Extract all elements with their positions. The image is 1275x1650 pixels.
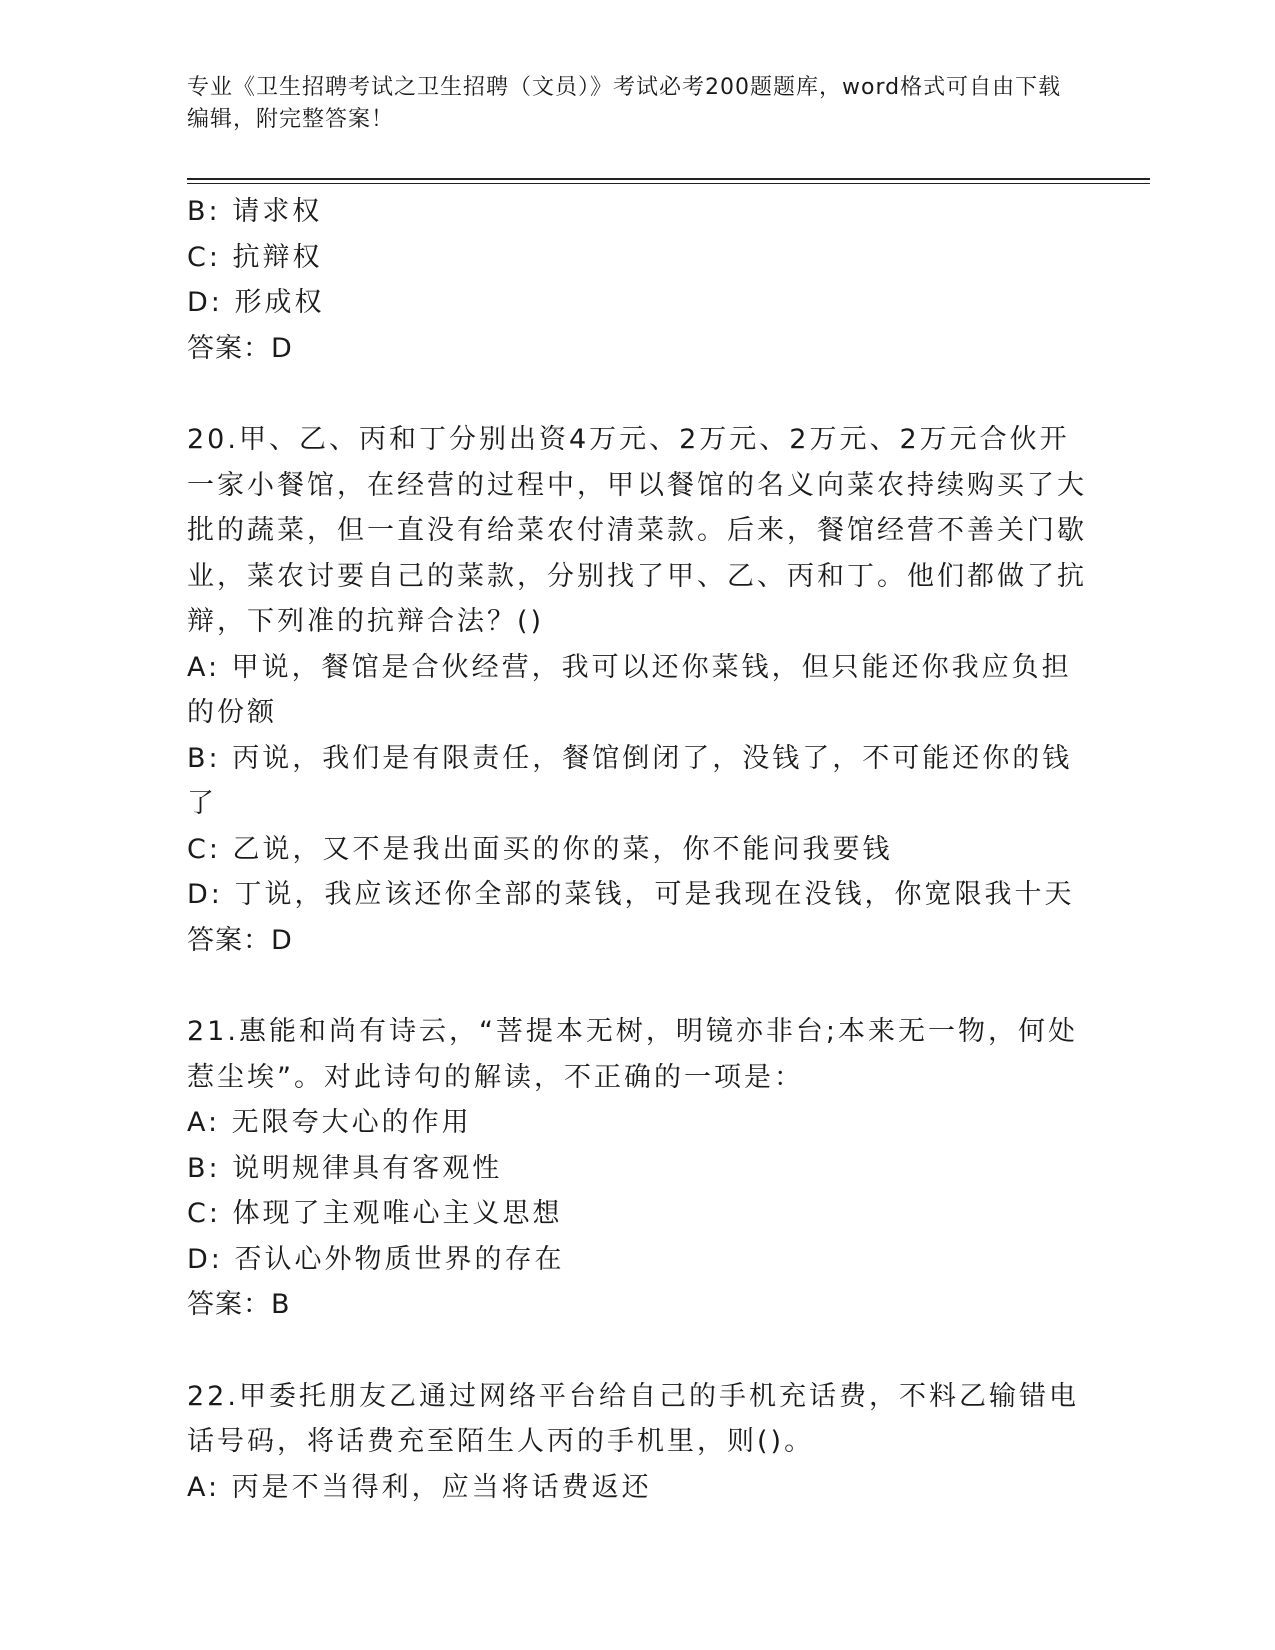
- q20-option-c: C: 乙说，又不是我出面买的你的菜，你不能问我要钱: [187, 833, 893, 865]
- q19-option-c: C: 抗辩权: [187, 241, 323, 273]
- q20-option-a: A: 甲说，餐馆是合伙经营，我可以还你菜钱，但只能还你我应负担的份额: [187, 651, 1072, 728]
- header-divider-thin: [187, 183, 1150, 184]
- q21-option-d: D: 否认心外物质世界的存在: [187, 1243, 565, 1275]
- q20-option-d: D: 丁说，我应该还你全部的菜钱，可是我现在没钱，你宽限我十天: [187, 879, 1075, 910]
- document-header: 专业《卫生招聘考试之卫生招聘（文员）》考试必考200题题库，word格式可自由下载编辑，附完整答案！: [187, 75, 1062, 132]
- q21-option-c: C: 体现了主观唯心主义思想: [187, 1198, 563, 1229]
- q22-option-a: A: 丙是不当得利，应当将话费返还: [187, 1471, 652, 1503]
- spacer: [187, 371, 1087, 417]
- q21-option-b: B: 说明规律具有客观性: [187, 1152, 503, 1184]
- spacer: [187, 963, 1087, 1009]
- q20-stem: 20.甲、乙、丙和丁分别出资4万元、2万元、2万元、2万元合伙开一家小餐馆，在经营的过程中，甲以餐馆的名义向菜农持续购买了大批的蔬菜，但一直没有给菜农付清菜款。后来，餐馆经营不善关门歇业，菜农讨要自己的菜款，分别找了甲、乙、丙和丁。他们都做了抗辩，下列准的抗辩合法？(): [187, 424, 1087, 637]
- q21-stem: 21.惠能和尚有诗云，“菩提本无树，明镜亦非台;本来无一物，何处惹尘埃”。对此诗句的解读，不正确的一项是：: [187, 1016, 1079, 1093]
- q21-option-a: A: 无限夸大心的作用: [187, 1107, 472, 1138]
- q19-option-b: B: 请求权: [187, 196, 323, 227]
- q19-answer: 答案：D: [187, 332, 293, 364]
- document-body: [187, 189, 1087, 1510]
- spacer: [187, 1328, 1087, 1374]
- header-divider-thick: [187, 178, 1150, 180]
- q20-answer: 答案：D: [187, 924, 293, 956]
- q19-option-d: D: 形成权: [187, 287, 325, 318]
- q20-option-b: B: 丙说，我们是有限责任，餐馆倒闭了，没钱了，不可能还你的钱了: [187, 742, 1073, 819]
- q22-stem: 22.甲委托朋友乙通过网络平台给自己的手机充话费，不料乙输错电话号码，将话费充至陌生人丙的手机里，则()。: [187, 1380, 1079, 1457]
- q21-answer: 答案：B: [187, 1289, 291, 1320]
